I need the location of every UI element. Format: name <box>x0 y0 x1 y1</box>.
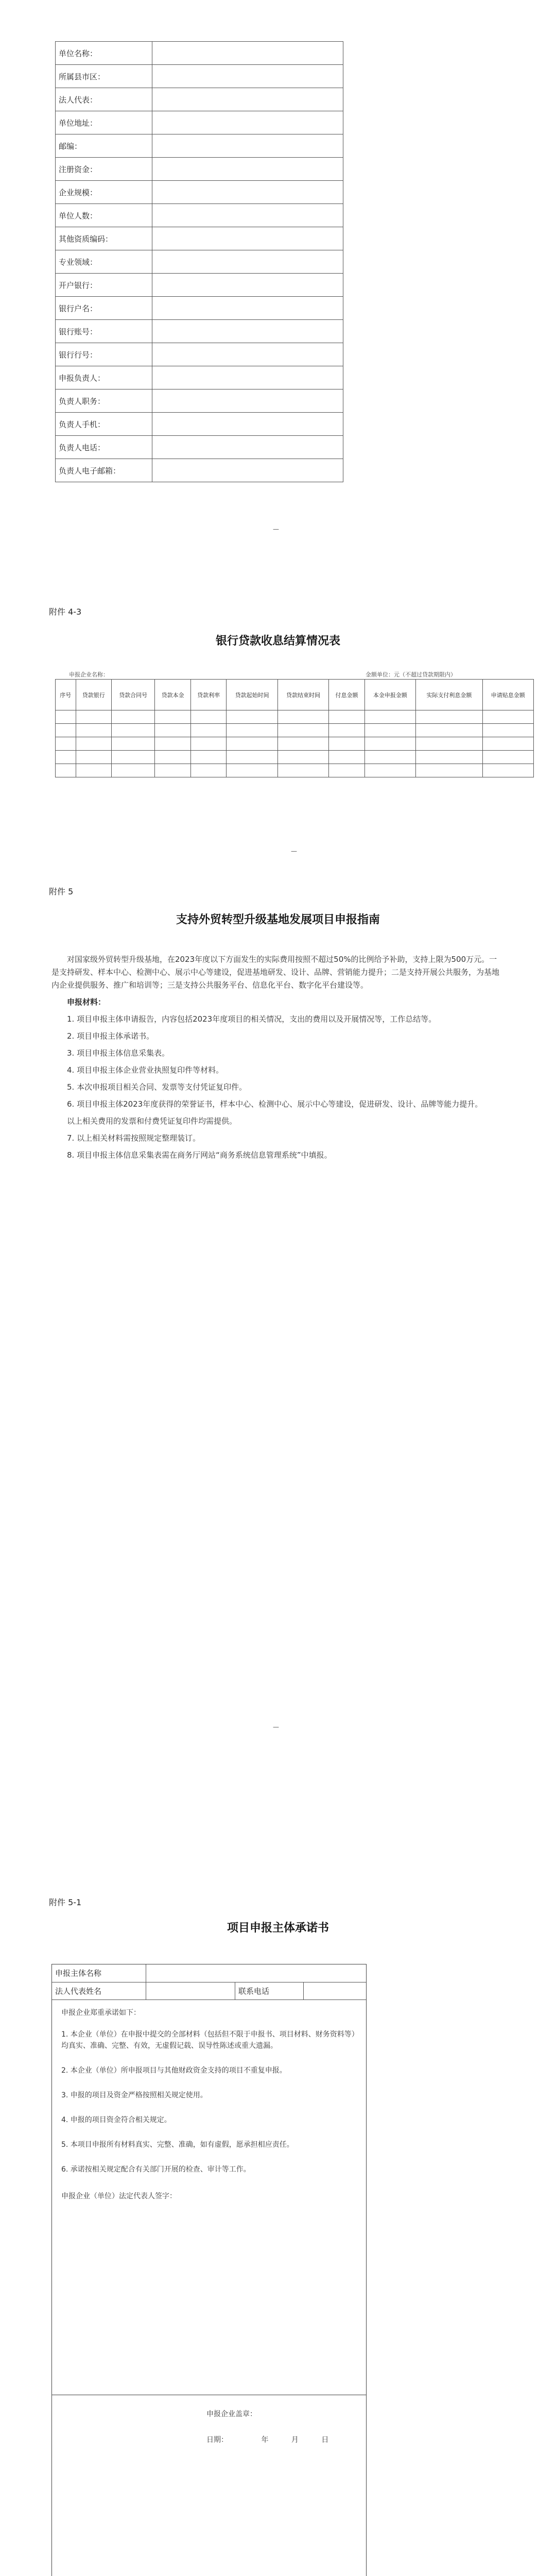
table-cell[interactable] <box>111 737 154 751</box>
commitment-item: 5. 本项目申报所有材料真实、完整、准确，如有虚假，愿承担相应责任。 <box>61 2140 294 2149</box>
field-label: 负责人手机： <box>56 413 152 436</box>
field-value[interactable] <box>152 158 343 181</box>
table-cell[interactable] <box>155 764 190 777</box>
attachment-label: 附件 5-1 <box>49 1897 82 1907</box>
page-number: — <box>291 848 297 855</box>
field-label: 单位名称： <box>56 42 152 65</box>
field-label: 法人代表： <box>56 88 152 111</box>
table-cell[interactable] <box>190 764 226 777</box>
amount-unit-label: 金额单位：元（不超过贷款期限内） <box>366 671 456 678</box>
column-header: 序号 <box>56 680 76 710</box>
form-row <box>56 389 343 413</box>
field-label: 其他资质编码： <box>56 227 152 250</box>
column-header: 贷款银行 <box>76 680 111 710</box>
table-cell[interactable] <box>227 764 277 777</box>
loan-header-row <box>56 680 534 710</box>
date-label: 日期： <box>206 2436 228 2444</box>
table-cell[interactable] <box>76 710 111 724</box>
material-item: 7. 以上相关材料需按照规定整理装订。 <box>67 1133 201 1143</box>
table-cell[interactable] <box>277 751 328 764</box>
column-header: 贷款利率 <box>190 680 226 710</box>
form-row <box>56 158 343 181</box>
table-cell[interactable] <box>482 710 533 724</box>
value-phone <box>304 1982 367 1999</box>
form-row <box>56 88 343 111</box>
date-year: 年 <box>261 2436 269 2444</box>
form-row <box>56 320 343 343</box>
page-number: — <box>273 526 279 533</box>
table-cell[interactable] <box>190 751 226 764</box>
materials-heading: 申报材料： <box>67 997 106 1007</box>
column-header: 贷款本金 <box>155 680 190 710</box>
commitment-box <box>51 1964 367 2576</box>
form-row <box>56 42 343 65</box>
field-value[interactable] <box>152 320 343 343</box>
table-cell[interactable] <box>329 737 364 751</box>
table-cell[interactable] <box>76 737 111 751</box>
label-legal-rep: 法人代表姓名 <box>52 1982 146 1999</box>
field-label: 所属县市区： <box>56 65 152 88</box>
table-row <box>56 710 534 724</box>
field-label: 企业规模： <box>56 181 152 204</box>
value-applicant-name <box>146 1964 367 1982</box>
form-row <box>56 111 343 134</box>
table-cell[interactable] <box>227 751 277 764</box>
table-cell[interactable] <box>364 764 415 777</box>
field-value[interactable] <box>152 297 343 320</box>
table-cell[interactable] <box>482 737 533 751</box>
field-value[interactable] <box>152 134 343 158</box>
table-cell[interactable] <box>482 724 533 737</box>
commitment-header-table <box>52 1964 366 2000</box>
table-cell[interactable] <box>190 737 226 751</box>
table-cell[interactable] <box>56 724 76 737</box>
table-row <box>56 737 534 751</box>
form-row <box>56 297 343 320</box>
field-label: 单位地址： <box>56 111 152 134</box>
table-cell[interactable] <box>76 751 111 764</box>
table-cell[interactable] <box>416 737 482 751</box>
field-value[interactable] <box>152 389 343 413</box>
field-label: 申报负责人： <box>56 366 152 389</box>
field-label: 专业领域： <box>56 250 152 274</box>
table-cell[interactable] <box>416 724 482 737</box>
table-cell[interactable] <box>155 737 190 751</box>
field-value[interactable] <box>152 274 343 297</box>
material-item: 4. 项目申报主体企业营业执照复印件等材料。 <box>67 1065 224 1075</box>
commitment-item: 6. 承诺按相关规定配合有关部门开展的检查、审计等工作。 <box>61 2165 251 2174</box>
table-cell[interactable] <box>76 764 111 777</box>
guide-intro: 对国家级外贸转型升级基地，在2023年度以下方面发生的实际费用按照不超过50%的比例给予补助，支持上限为500万元。一是支持研发、样本中心、检测中心、展示中心等建设，促进基地研发、设计、品牌、营销能力提升；二是支持开展公共服务，为基地内企业提供服务、推广和培训等；三是支持公共服务平台、信息化平台、数字化平台建设等。 <box>51 955 500 990</box>
field-value[interactable] <box>152 436 343 459</box>
table-cell[interactable] <box>227 710 277 724</box>
table-cell[interactable] <box>482 751 533 764</box>
field-value[interactable] <box>152 366 343 389</box>
date-day: 日 <box>321 2436 329 2444</box>
material-item: 5. 本次申报项目相关合同、发票等支付凭证复印件。 <box>67 1082 247 1092</box>
field-label: 注册资金： <box>56 158 152 181</box>
field-label: 单位人数： <box>56 204 152 227</box>
table-cell[interactable] <box>364 710 415 724</box>
field-value[interactable] <box>152 181 343 204</box>
field-label: 银行账号： <box>56 320 152 343</box>
material-item: 以上相关费用的发票和付费凭证复印件均需提供。 <box>67 1116 237 1126</box>
form-row <box>56 250 343 274</box>
field-value[interactable] <box>152 111 343 134</box>
table-cell[interactable] <box>329 751 364 764</box>
table-cell[interactable] <box>227 724 277 737</box>
table-cell[interactable] <box>364 737 415 751</box>
commitment-item: 2. 本企业（单位）所申报项目与其他财政资金支持的项目不重复申报。 <box>61 2066 287 2075</box>
field-value[interactable] <box>152 204 343 227</box>
table-cell[interactable] <box>416 751 482 764</box>
field-label: 邮编： <box>56 134 152 158</box>
table-cell[interactable] <box>277 737 328 751</box>
table-cell[interactable] <box>416 710 482 724</box>
commitment-intro: 申报企业郑重承诺如下： <box>61 2008 141 2017</box>
applicant-name-label: 申报企业名称： <box>69 671 109 678</box>
loan-table-title: 银行贷款收息结算情况表 <box>215 635 340 648</box>
table-cell[interactable] <box>111 710 154 724</box>
attachment-label: 附件 4-3 <box>49 607 82 617</box>
field-value[interactable] <box>152 250 343 274</box>
field-label: 负责人电子邮箱： <box>56 459 152 482</box>
label-phone: 联系电话 <box>235 1982 304 1999</box>
material-item: 6. 项目申报主体2023年度获得的荣誉证书，样本中心、检测中心、展示中心等建设，促进研发、设计、品牌等能力提升。 <box>67 1099 483 1109</box>
attachment-label: 附件 5 <box>49 887 74 896</box>
field-label: 开户银行： <box>56 274 152 297</box>
material-item: 8. 项目申报主体信息采集表需在商务厅网站“商务系统信息管理系统”中填报。 <box>67 1150 332 1160</box>
field-label: 负责人电话： <box>56 436 152 459</box>
field-label: 负责人职务： <box>56 389 152 413</box>
table-cell[interactable] <box>190 710 226 724</box>
table-cell[interactable] <box>155 710 190 724</box>
material-item: 2. 项目申报主体承诺书。 <box>67 1031 154 1041</box>
column-header: 贷款结束时间 <box>277 680 328 710</box>
table-cell[interactable] <box>155 751 190 764</box>
field-value[interactable] <box>152 343 343 366</box>
table-cell[interactable] <box>277 710 328 724</box>
table-row <box>56 724 534 737</box>
table-cell[interactable] <box>111 751 154 764</box>
loan-table <box>55 679 534 777</box>
date-line <box>206 2434 328 2445</box>
form-row <box>56 366 343 389</box>
label-applicant-name: 申报主体名称 <box>52 1964 146 1982</box>
table-cell[interactable] <box>111 724 154 737</box>
material-item: 1. 项目申报主体申请报告，内容包括2023年度项目的相关情况，支出的费用以及开展情况等，工作总结等。 <box>67 1014 437 1024</box>
table-cell[interactable] <box>364 751 415 764</box>
table-cell[interactable] <box>56 737 76 751</box>
field-value[interactable] <box>152 227 343 250</box>
table-row <box>56 751 534 764</box>
field-value[interactable] <box>152 88 343 111</box>
form-row <box>56 436 343 459</box>
form-row <box>56 181 343 204</box>
form-row <box>56 227 343 250</box>
table-row <box>56 764 534 777</box>
table-cell[interactable] <box>364 724 415 737</box>
legal-signature-line: 申报企业（单位）法定代表人签字： <box>61 2192 177 2200</box>
table-cell[interactable] <box>190 724 226 737</box>
commitment-title: 项目申报主体承诺书 <box>227 1922 329 1935</box>
column-header: 申请贴息金额 <box>482 680 533 710</box>
table-cell[interactable] <box>482 764 533 777</box>
table-cell[interactable] <box>329 724 364 737</box>
field-label: 银行户名： <box>56 297 152 320</box>
column-header: 贷款起始时间 <box>227 680 277 710</box>
table-cell[interactable] <box>227 737 277 751</box>
material-item: 3. 项目申报主体信息采集表。 <box>67 1048 170 1058</box>
guide-body <box>51 953 505 1162</box>
top-info-table <box>55 41 343 482</box>
table-cell[interactable] <box>329 764 364 777</box>
column-header: 实际支付利息金额 <box>416 680 482 710</box>
form-row <box>56 274 343 297</box>
table-cell[interactable] <box>76 724 111 737</box>
date-month: 月 <box>291 2436 299 2444</box>
field-value[interactable] <box>152 459 343 482</box>
column-header: 贷款合同号 <box>111 680 154 710</box>
column-header: 付息金额 <box>329 680 364 710</box>
field-value[interactable] <box>152 65 343 88</box>
form-row <box>56 204 343 227</box>
table-cell[interactable] <box>416 764 482 777</box>
commitment-item: 1. 本企业（单位）在申报中提交的全部材料（包括但不限于申报书、项目材料、财务资料等）均真实、准确、完整、有效，无虚假记载、误导性陈述或重大遗漏。 <box>61 2030 355 2050</box>
form-row <box>56 413 343 436</box>
table-cell[interactable] <box>56 751 76 764</box>
table-cell[interactable] <box>277 724 328 737</box>
guide-title: 支持外贸转型升级基地发展项目申报指南 <box>176 913 380 926</box>
table-cell[interactable] <box>56 764 76 777</box>
field-value[interactable] <box>152 42 343 65</box>
form-row <box>56 343 343 366</box>
form-row <box>56 65 343 88</box>
column-header: 本金申报金额 <box>364 680 415 710</box>
commitment-item: 4. 申报的项目资金符合相关规定。 <box>61 2115 171 2124</box>
table-cell[interactable] <box>277 764 328 777</box>
form-row <box>56 459 343 482</box>
table-cell[interactable] <box>56 710 76 724</box>
table-cell[interactable] <box>111 764 154 777</box>
field-value[interactable] <box>152 413 343 436</box>
seal-label: 申报企业盖章： <box>206 2410 257 2418</box>
value-legal-rep <box>146 1982 235 1999</box>
field-label: 银行行号： <box>56 343 152 366</box>
page-number: — <box>273 1723 279 1731</box>
table-cell[interactable] <box>329 710 364 724</box>
table-cell[interactable] <box>155 724 190 737</box>
form-row <box>56 134 343 158</box>
commitment-item: 3. 申报的项目及资金严格按照相关规定使用。 <box>61 2091 207 2099</box>
